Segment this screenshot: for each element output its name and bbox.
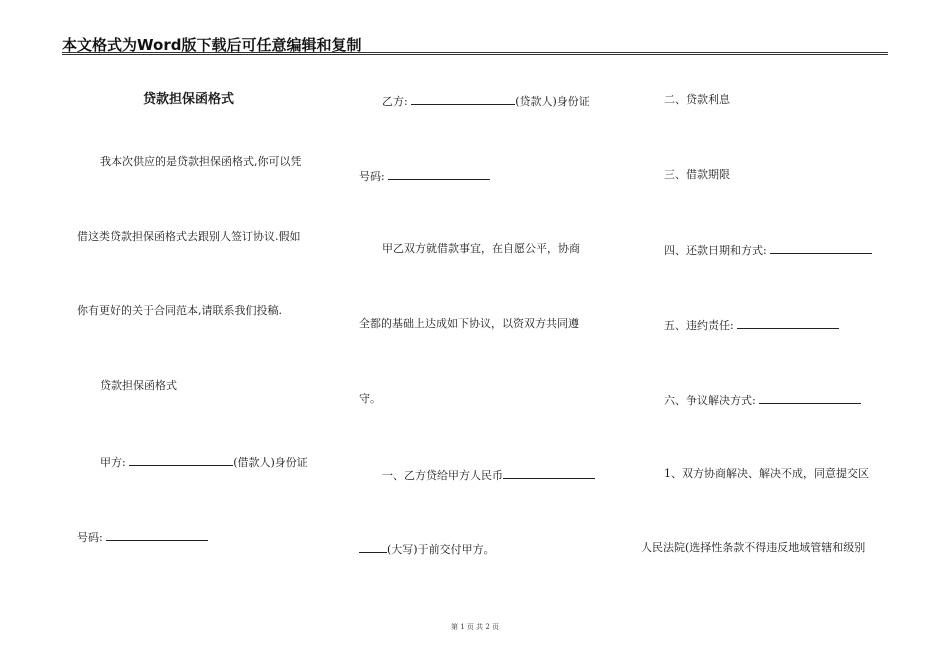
clause-1-cont: (大写)于前交付甲方。 — [387, 543, 495, 556]
clause-6-line — [664, 392, 861, 408]
agreement-para-3: 守。 — [359, 392, 381, 405]
party-a-id-line — [77, 529, 208, 545]
clause-5-blank[interactable] — [737, 317, 839, 329]
party-b-line — [382, 93, 590, 109]
intro-line-1: 我本次供应的是贷款担保函格式,你可以凭 — [100, 155, 302, 168]
party-a-label: 甲方: — [100, 456, 126, 469]
clause-3-term: 三、借款期限 — [664, 168, 730, 181]
party-a-line — [100, 454, 308, 470]
document-title: 贷款担保函格式 — [143, 92, 235, 107]
clause-1-cont-line — [359, 541, 495, 557]
header-rule — [62, 52, 888, 53]
party-a-name-blank[interactable] — [129, 454, 233, 466]
section-subtitle: 贷款担保函格式 — [100, 379, 177, 392]
clause-6-blank[interactable] — [759, 392, 861, 404]
party-b-id-label: 号码: — [359, 170, 385, 183]
party-b-id-blank[interactable] — [388, 168, 490, 180]
party-a-id-label: 号码: — [77, 531, 103, 544]
clause-5-line — [664, 317, 839, 333]
clause-1-line — [382, 467, 595, 483]
page-number: 第 1 页 共 2 页 — [450, 623, 500, 631]
party-b-suffix: (贷款人)身份证 — [515, 95, 590, 108]
clause-1-amount-words-blank[interactable] — [359, 541, 387, 553]
party-b-id-line — [359, 168, 490, 184]
clause-6-label: 六、争议解决方式: — [664, 394, 756, 407]
clause-2-interest: 二、贷款利息 — [664, 93, 730, 106]
party-b-label: 乙方: — [382, 95, 408, 108]
clause-1-amount-blank[interactable] — [503, 467, 595, 479]
dispute-option-1: 1、双方协商解决、解决不成，同意提交区 — [664, 467, 869, 480]
party-a-id-blank[interactable] — [106, 529, 208, 541]
agreement-para-1: 甲乙双方就借款事宜，在自愿公平，协商 — [382, 242, 580, 255]
clause-1-label: 一、乙方贷给甲方人民币 — [382, 469, 503, 482]
clause-4-blank[interactable] — [770, 242, 872, 254]
clause-4-label: 四、还款日期和方式: — [664, 244, 767, 257]
intro-line-3: 你有更好的关于合同范本,请联系我们投稿. — [77, 304, 282, 317]
party-a-suffix: (借款人)身份证 — [233, 456, 308, 469]
header-rule-secondary — [62, 54, 888, 55]
party-b-name-blank[interactable] — [411, 93, 515, 105]
clause-4-line — [664, 242, 872, 258]
dispute-option-1-cont: 人民法院(选择性条款不得违反地域管辖和级别 — [641, 541, 866, 554]
intro-line-2: 借这类贷款担保函格式去跟别人签订协议.假如 — [77, 230, 301, 243]
agreement-para-2: 全都的基础上达成如下协议，以资双方共同遵 — [359, 317, 579, 330]
clause-5-label: 五、违约责任: — [664, 319, 734, 332]
document-banner: 本文格式为Word版下载后可任意编辑和复制 — [62, 36, 362, 54]
